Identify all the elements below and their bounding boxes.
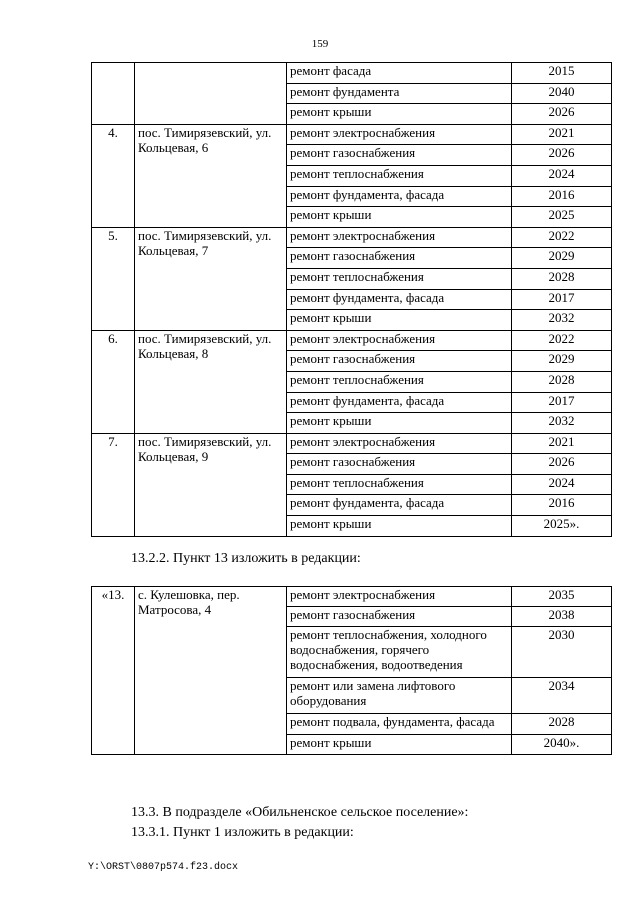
row-number: 4. [92,124,135,227]
address-cell: пос. Тимирязевский, ул. Кольцевая, 6 [135,124,287,227]
address-cell: пос. Тимирязевский, ул. Кольцевая, 7 [135,227,287,330]
year-cell: 2015 [512,63,612,84]
work-cell: ремонт крыши [287,104,512,125]
work-cell: ремонт крыши [287,516,512,537]
year-cell: 2026 [512,104,612,125]
year-cell: 2016 [512,495,612,516]
work-cell: ремонт крыши [287,207,512,228]
footer-file-path: Y:\ORST\0807p574.f23.docx [88,862,239,873]
paragraph-13-3: 13.3. В подразделе «Обильненское сельское поселение»: [131,805,469,820]
work-cell: ремонт электроснабжения [287,124,512,145]
row-number: 5. [92,227,135,330]
year-cell: 2029 [512,248,612,269]
work-cell: ремонт фундамента, фасада [287,392,512,413]
table-row [92,433,612,454]
year-cell: 2022 [512,330,612,351]
year-cell: 2034 [512,678,612,714]
year-cell: 2025». [512,516,612,537]
row-number: 7. [92,433,135,536]
year-cell: 2030 [512,627,612,678]
year-cell: 2016 [512,186,612,207]
work-cell: ремонт крыши [287,310,512,331]
paragraph-13-3-1: 13.3.1. Пункт 1 изложить в редакции: [131,825,354,840]
work-cell: ремонт фасада [287,63,512,84]
year-cell: 2021 [512,433,612,454]
year-cell: 2024 [512,474,612,495]
schedule-table-point-13 [91,586,612,755]
year-cell: 2024 [512,165,612,186]
year-cell: 2028 [512,714,612,735]
year-cell: 2028 [512,371,612,392]
year-cell: 2021 [512,124,612,145]
work-cell: ремонт теплоснабжения [287,371,512,392]
year-cell: 2022 [512,227,612,248]
schedule-table-continued [91,62,612,537]
year-cell: 2035 [512,587,612,607]
work-cell: ремонт теплоснабжения, холодного водоснабжения, горячего водоснабжения, водоотведения [287,627,512,678]
work-cell: ремонт газоснабжения [287,351,512,372]
work-cell: ремонт теплоснабжения [287,474,512,495]
work-cell: ремонт фундамента, фасада [287,495,512,516]
work-cell: ремонт газоснабжения [287,248,512,269]
row-number [92,63,135,125]
year-cell: 2029 [512,351,612,372]
work-cell: ремонт подвала, фундамента, фасада [287,714,512,735]
work-cell: ремонт или замена лифтового оборудования [287,678,512,714]
work-cell: ремонт теплоснабжения [287,165,512,186]
work-cell: ремонт электроснабжения [287,587,512,607]
year-cell: 2032 [512,310,612,331]
work-cell: ремонт электроснабжения [287,433,512,454]
work-cell: ремонт теплоснабжения [287,268,512,289]
table-row [92,63,612,84]
work-cell: ремонт электроснабжения [287,227,512,248]
work-cell: ремонт газоснабжения [287,607,512,627]
row-number: «13. [92,587,135,755]
work-cell: ремонт крыши [287,735,512,755]
table-row [92,124,612,145]
year-cell: 2038 [512,607,612,627]
table-row [92,227,612,248]
work-cell: ремонт фундамента [287,83,512,104]
year-cell: 2032 [512,413,612,434]
address-cell: пос. Тимирязевский, ул. Кольцевая, 8 [135,330,287,433]
address-cell: с. Кулешовка, пер. Матросова, 4 [135,587,287,755]
year-cell: 2040 [512,83,612,104]
year-cell: 2017 [512,289,612,310]
work-cell: ремонт фундамента, фасада [287,289,512,310]
paragraph-13-2-2: 13.2.2. Пункт 13 изложить в редакции: [131,551,361,566]
year-cell: 2017 [512,392,612,413]
year-cell: 2026 [512,145,612,166]
work-cell: ремонт фундамента, фасада [287,186,512,207]
year-cell: 2025 [512,207,612,228]
year-cell: 2028 [512,268,612,289]
work-cell: ремонт газоснабжения [287,454,512,475]
year-cell: 2026 [512,454,612,475]
work-cell: ремонт крыши [287,413,512,434]
year-cell: 2040». [512,735,612,755]
work-cell: ремонт электроснабжения [287,330,512,351]
address-cell [135,63,287,125]
address-cell: пос. Тимирязевский, ул. Кольцевая, 9 [135,433,287,536]
table-row [92,330,612,351]
row-number: 6. [92,330,135,433]
page-number: 159 [311,38,329,50]
table-row [92,587,612,607]
work-cell: ремонт газоснабжения [287,145,512,166]
